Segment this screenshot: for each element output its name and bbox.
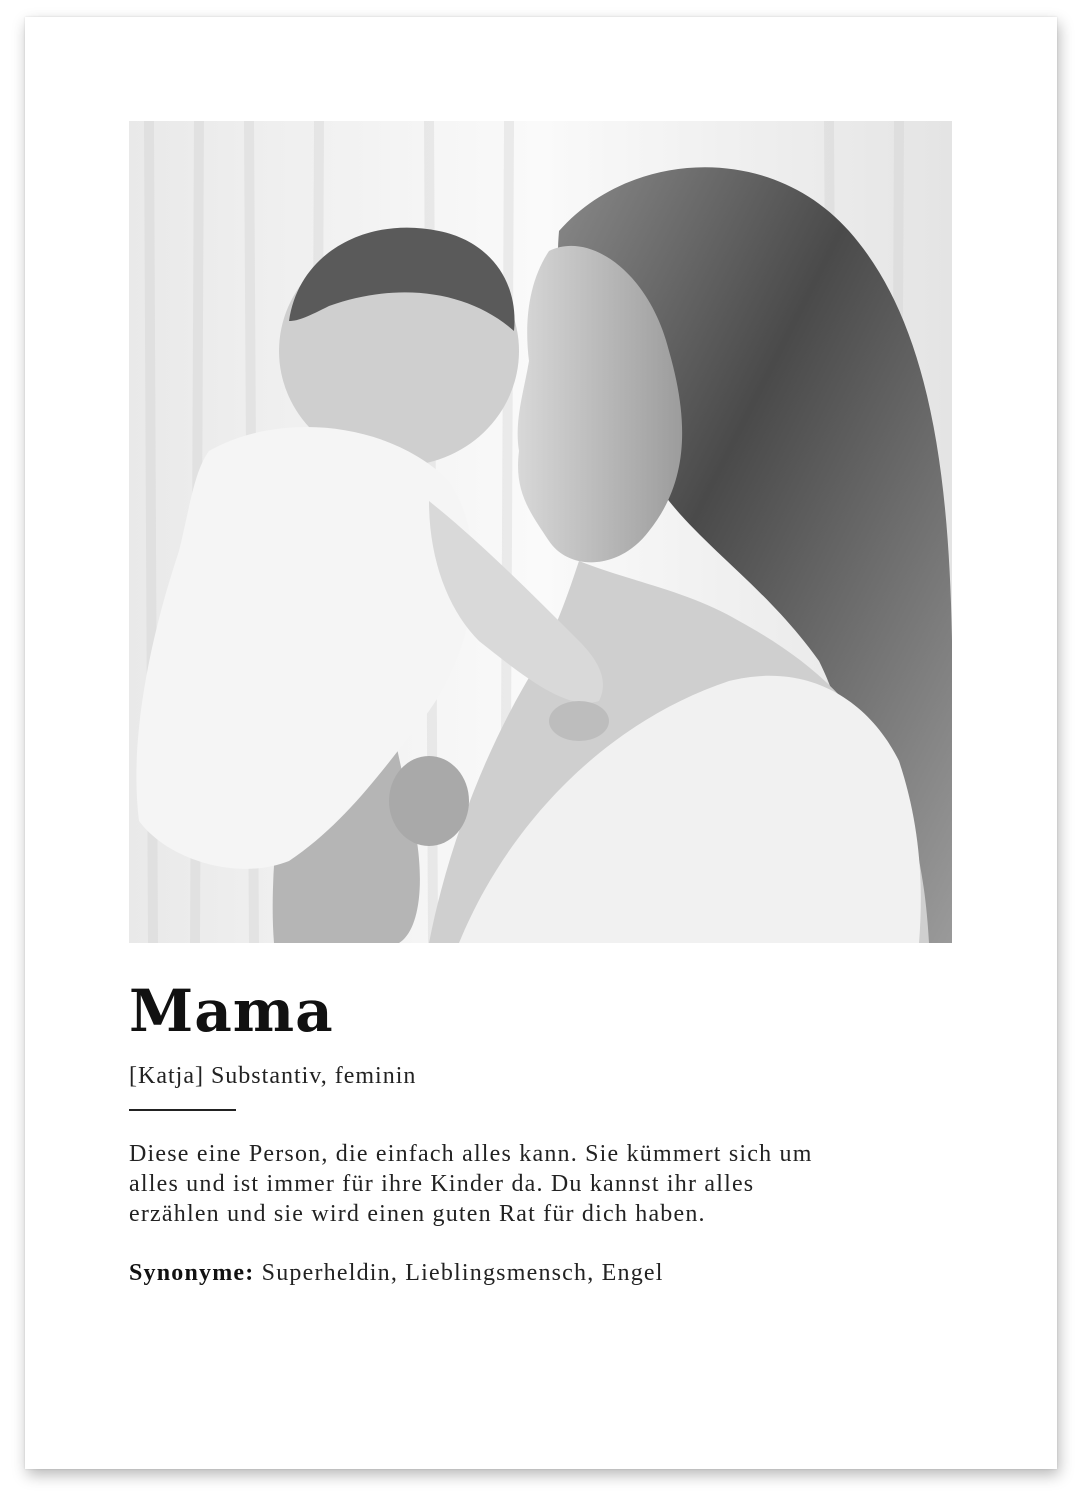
poster (25, 17, 1057, 1469)
definition-line: erzählen und sie wird einen guten Rat für dich haben. (129, 1201, 706, 1227)
definition-line: Diese eine Person, die einfach alles kann. Sie kümmert sich um (129, 1141, 813, 1167)
definition-line: alles und ist immer für ihre Kinder da. Du kannst ihr alles (129, 1171, 755, 1197)
poster-title: Mama (129, 977, 334, 1045)
synonyms (129, 1257, 664, 1289)
photo-mother-and-baby (129, 121, 952, 943)
divider (129, 1109, 236, 1111)
synonyms-label: Synonyme: (129, 1260, 255, 1286)
poster-subtitle: [Katja] Substantiv, feminin (129, 1063, 417, 1089)
definition-text (129, 1139, 949, 1229)
synonyms-value: Superheldin, Lieblingsmensch, Engel (254, 1260, 664, 1286)
photo-illustration (129, 121, 952, 943)
